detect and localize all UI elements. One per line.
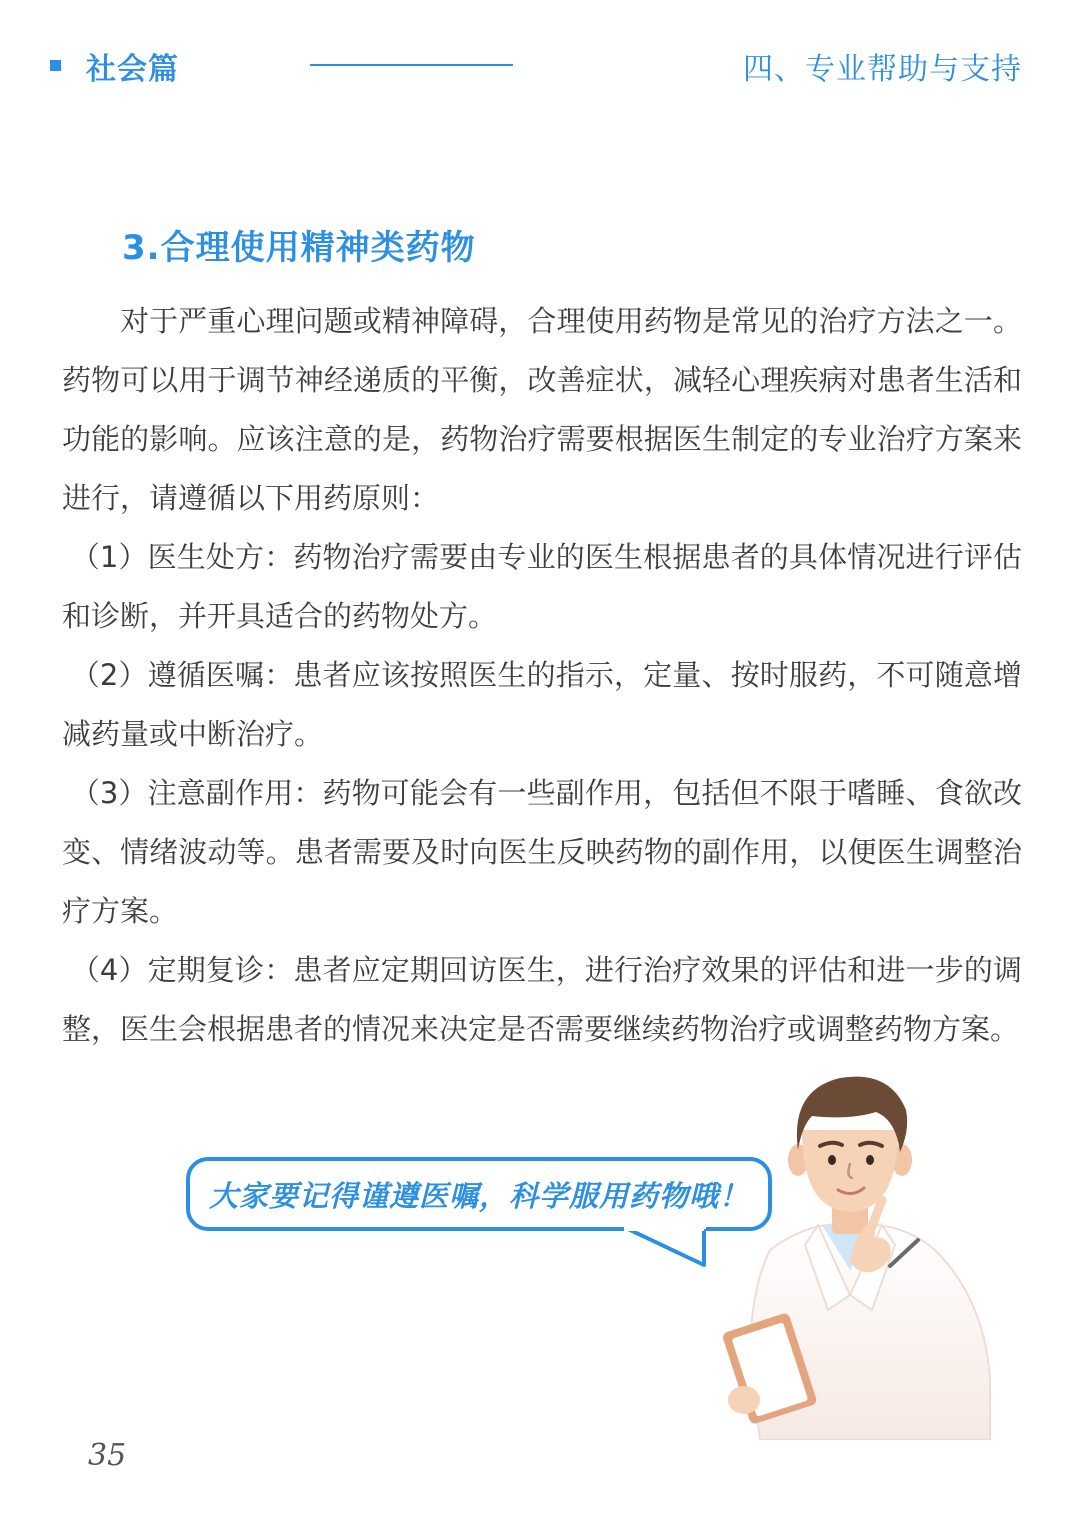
principle-item-1: （1）医生处方：药物治疗需要由专业的医生根据患者的具体情况进行评估和诊断，并开具适合的药物处方。 <box>62 540 1022 633</box>
header-section-label: 社会篇 <box>86 52 179 87</box>
section-title: 3.合理使用精神类药物 <box>122 228 476 268</box>
principle-item-4: （4）定期复诊：患者应定期回访医生，进行治疗效果的评估和进一步的调整，医生会根据患者的情况来决定是否需要继续药物治疗或调整药物方案。 <box>62 953 1022 1046</box>
body-content <box>62 292 1022 1059</box>
speech-bubble-text: 大家要记得谨遵医嘱，科学服用药物哦！ <box>208 1178 749 1213</box>
header-square-icon <box>50 60 61 71</box>
intro-paragraph: 对于严重心理问题或精神障碍，合理使用药物是常见的治疗方法之一。药物可以用于调节神经递质的平衡，改善症状，减轻心理疾病对患者生活和功能的影响。应该注意的是，药物治疗需要根据医生制定的专业治疗方案来进行，请遵循以下用药原则： <box>62 304 1022 515</box>
page-header <box>0 40 1080 90</box>
speech-bubble-tail-icon <box>620 1225 710 1269</box>
page-number: 35 <box>88 1438 127 1473</box>
header-divider-line <box>310 64 513 66</box>
principle-item-3: （3）注意副作用：药物可能会有一些副作用，包括但不限于嗜睡、食欲改变、情绪波动等。患者需要及时向医生反映药物的副作用，以便医生调整治疗方案。 <box>62 776 1022 928</box>
header-chapter-label: 四、专业帮助与支持 <box>743 52 1022 87</box>
speech-bubble <box>186 1157 772 1231</box>
doctor-illustration-icon <box>700 1060 1000 1440</box>
principle-item-2: （2）遵循医嘱：患者应该按照医生的指示，定量、按时服药，不可随意增减药量或中断治疗。 <box>62 658 1022 751</box>
